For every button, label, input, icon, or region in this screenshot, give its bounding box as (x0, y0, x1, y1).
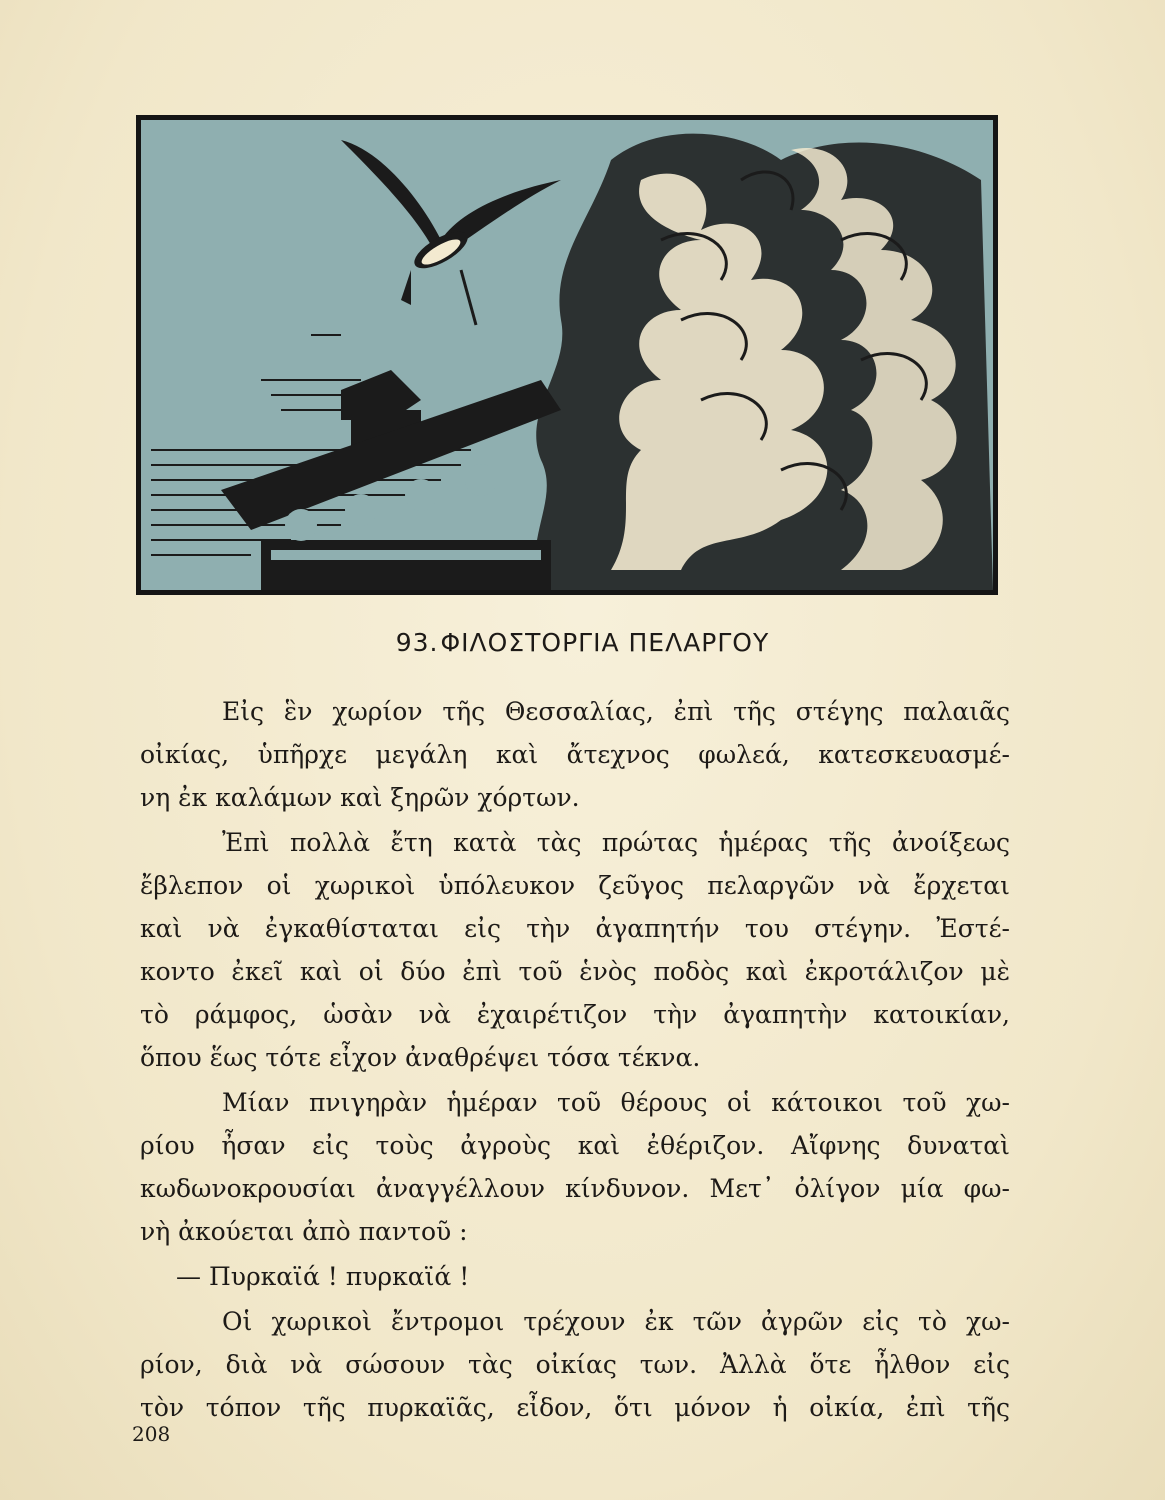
chapter-title: ΦΙΛΟΣΤΟΡΓΙΑ ΠΕΛΑΡΓΟΥ (440, 628, 770, 657)
text-line: Εἰς ἓν χωρίον τῆς Θεσσαλίας, ἐπὶ τῆς στέγης παλαιᾶς (222, 697, 1010, 726)
text-line: καὶ νὰ ἐγκαθίσταται εἰς τὴν ἀγαπητήν του στέγην. Ἐστέ- (140, 914, 1010, 943)
paragraph (140, 690, 1010, 819)
paragraph (140, 1300, 1010, 1429)
text-line: κοντο ἐκεῖ καὶ οἱ δύο ἐπὶ τοῦ ἑνὸς ποδὸς καὶ ἐκροτάλιζον μὲ (140, 957, 1010, 986)
text-line: Ἐπὶ πολλὰ ἔτη κατὰ τὰς πρώτας ἡμέρας τῆς ἀνοίξεως (222, 828, 1010, 857)
dialog-line: — Πυρκαϊά ! πυρκαϊά ! (176, 1262, 470, 1291)
text-line: ρίον, διὰ νὰ σώσουν τὰς οἰκίας των. Ἀλλὰ ὅτε ἦλθον εἰς (140, 1350, 1010, 1379)
chapter-number: 93. (395, 628, 439, 657)
chapter-heading (0, 628, 1165, 657)
text-line: ἔβλεπον οἱ χωρικοὶ ὑπόλευκον ζεῦγος πελαργῶν νὰ ἔρχεται (140, 871, 1010, 900)
paragraph (140, 1081, 1010, 1253)
text-line: νη ἐκ καλάμων καὶ ξηρῶν χόρτων. (140, 783, 580, 812)
paragraph (140, 821, 1010, 1079)
body-text (140, 690, 1010, 1429)
text-line: νὴ ἀκούεται ἀπὸ παντοῦ : (140, 1217, 468, 1246)
woodcut-image (141, 120, 993, 590)
stork-fire-illustration (136, 115, 998, 595)
page-number: 208 (132, 1422, 171, 1446)
text-line: Μίαν πνιγηρὰν ἡμέραν τοῦ θέρους οἱ κάτοικοι τοῦ χω- (222, 1088, 1010, 1117)
text-line: Οἱ χωρικοὶ ἔντρομοι τρέχουν ἐκ τῶν ἀγρῶν εἰς τὸ χω- (222, 1307, 1010, 1336)
text-line: τὸ ράμφος, ὡσὰν νὰ ἐχαιρέτιζον τὴν ἀγαπητὴν κατοικίαν, (140, 1000, 1010, 1029)
text-line: ὅπου ἕως τότε εἶχον ἀναθρέψει τόσα τέκνα. (140, 1043, 701, 1072)
text-line: ρίου ἦσαν εἰς τοὺς ἀγροὺς καὶ ἐθέριζον. Αἴφνης δυναταὶ (140, 1131, 1010, 1160)
text-line: οἰκίας, ὑπῆρχε μεγάλη καὶ ἄτεχνος φωλεά, κατεσκευασμέ- (140, 740, 1010, 769)
text-line: κωδωνοκρουσίαι ἀναγγέλλουν κίνδυνον. Μετ᾽ ὀλίγον μία φω- (140, 1174, 1010, 1203)
text-line: τὸν τόπον τῆς πυρκαϊᾶς, εἶδον, ὅτι μόνον ἡ οἰκία, ἐπὶ τῆς (140, 1393, 1010, 1422)
